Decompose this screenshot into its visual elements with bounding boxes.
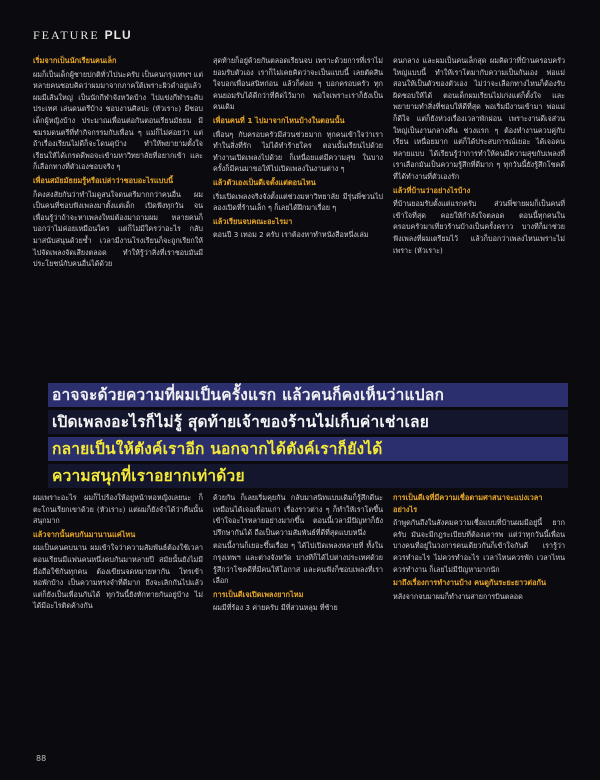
body-paragraph: หลังจากจบมาผมก็ทำงานสายการบินตลอด	[393, 591, 523, 601]
body-paragraph: ก็คงสงสัยกันว่าทำไมดูสนใจดนตรีมากกว่าคนอื่น ผมเป็นคนที่ชอบฟังเพลงมาตั้งแต่เด็ก เปิดฟังทุกวัน จนเพื่อนรู้ว่าถ้าจะหาเพลงใหม่ต้องมาถามผม หลายคนก็บอกว่าไม่ค่อยเหมือนใคร แต่ก็ไม่มีใครว่าอะไร กลับมาสนับสนุนด้วยซ้ำ เวลามีงานโรงเรียนก็จะถูกเรียกให้ไปจัดเพลงจัดเสียงตลอด ทำให้รู้ว่าสิ่งที่เราชอบมันมีประโยชน์กับคนอื่นได้ด้วย	[33, 189, 203, 269]
section-label: FEATURE	[33, 28, 100, 42]
subheading-question: เพื่อนสมัยมัธยมรู้หรือเปล่าว่าชอบอะไรแบบนี้	[33, 175, 174, 185]
article-column-1	[33, 55, 203, 272]
brand-label: PLU	[104, 28, 132, 42]
body-paragraph: คนกลาง และผมเป็นคนเล็กสุด ผมคิดว่าที่บ้านครอบครัวใหญ่แบบนี้ ทำให้เราโตมากับความเป็นกันเอง พ่อแม่สอนให้เป็นตัวของตัวเอง ไม่ว่าจะเลือกทางไหนก็ต้องรับผิดชอบให้ได้ ตอนเด็กผมเรียนไม่เก่งแต่ก็ตั้งใจ และพยายามทำสิ่งที่ชอบให้ดีที่สุด พอเริ่มมีงานเข้ามา พ่อแม่ก็ดีใจ แต่ก็ยังห่วงเรื่องเวลาพักผ่อน เพราะงานดีเจส่วนใหญ่เป็นงานกลางคืน ช่วงแรก ๆ ต้องทำงานควบคู่กับเรียน เหนื่อยมาก แต่ก็ได้ประสบการณ์เยอะ ได้เจอคนหลายแบบ ได้เรียนรู้ว่าการทำให้คนมีความสุขกับเพลงที่เราเลือกมันเป็นความรู้สึกที่ดีมาก ๆ ทุกวันนี้ยังรู้สึกโชคดีที่ได้ทำงานที่ตัวเองรัก	[393, 56, 565, 181]
pull-quote-line-1: อาจจะด้วยความที่ผมเป็นครั้งแรก แล้วคนก็คงเห็นว่าแปลก	[48, 383, 568, 407]
section-header	[33, 28, 132, 43]
pull-quote-line-4: ความสนุกที่เราอยากเท่าด้วย	[48, 464, 568, 488]
article-column-5	[213, 492, 383, 616]
article-column-3	[393, 55, 565, 258]
body-paragraph: เพื่อนๆ กับครอบครัวมีส่วนช่วยมาก ทุกคนเข้าใจว่าเราทำในสิ่งที่รัก ไม่ได้ทำร้ายใคร ตอนนั้นเรียนไปด้วย ทำงานเปิดเพลงไปด้วย ก็เหนื่อยแต่มีความสุข ในบางครั้งก็มีคนมาขอให้ไปเปิดเพลงในงานต่าง ๆ	[213, 129, 383, 174]
subheading-question: มาถึงเรื่องการทำงานบ้าง คนดูกันระยะยาวต่อกัน	[393, 578, 547, 588]
body-paragraph: ผมก็เป็นเด็กผู้ชายปกติทั่วไปนะครับ เป็นคนกรุงเทพฯ แต่หลายคนชอบคิดว่าผมมาจากภาคใต้เพราะผิวดำอยู่แล้ว ผมมีเส้นใหญ่ เป็นนักกีฬาจังหวัดบ้าง ไปแข่งกีฬาระดับประเทศ เล่นดนตรีบ้าง ชอบงานศิลปะ (หัวเราะ) มีชอบเด็กผู้หญิงบ้าง ประมาณเพื่อนต่อกันตอนเรียนมัธยม มีชมรมดนตรีที่ทำกิจกรรมกับเพื่อน ๆ แม่ก็ไม่ค่อยว่า แต่ถ้าเรื่องเรียนไม่ดีก็จะโดนดุบ้าง ทำให้พยายามตั้งใจเรียนให้ได้เกรดดีพอจะเข้ามหาวิทยาลัยที่อยากเข้า และก็เลือกทางที่ตัวเองชอบจริง ๆ	[33, 69, 203, 172]
body-paragraph: ผมมีที่ร้อง 3 ค่ายครับ มีที่สวนหลุม ที่ซ้าย	[213, 603, 338, 613]
subheading-question: แล้วตัวเองเป็นดีเจตั้งแต่ตอนไหน	[213, 177, 316, 187]
body-paragraph: ด้วยกัน ก็เลยเริ่มคุยกัน กลับมาสนิทแบบเดิมก็รู้สึกดีนะ เหมือนได้เจอเพื่อนเก่า เรื่องราวต่าง ๆ ก็ทำให้เราโตขึ้น เข้าใจอะไรหลายอย่างมากขึ้น ตอนนี้เวลามีปัญหาก็ยังปรึกษากันได้ ถือเป็นความสัมพันธ์ที่ดีที่สุดแบบหนึ่ง	[213, 493, 383, 537]
subheading-question: เริ่มจากเป็นนักเรียนคนเล็ก	[33, 56, 117, 65]
body-paragraph: เริ่มเปิดเพลงจริงจังตั้งแต่ช่วงมหาวิทยาลัย มีรุ่นพี่ชวนไปลองเปิดที่ร้านเล็ก ๆ ก็เลยได้ฝึกมาเรื่อย ๆ	[213, 191, 383, 213]
subheading-question: แล้วจากนั้นคบกันมานานแค่ไหน	[33, 529, 136, 539]
subheading-question: เพื่อนคนที่ 1 ไปมาจากไหนบ้างในตอนนั้น	[213, 115, 345, 125]
body-paragraph: ที่บ้านยอมรับตั้งแต่แรกครับ ส่วนพี่ชายผมก็เป็นคนที่เข้าใจที่สุด คอยให้กำลังใจตลอด ตอนนี้ทุกคนในครอบครัวมาเที่ยวร้านบ้างเป็นครั้งคราว บางทีก็มาช่วยฟังเพลงที่ผมเตรียมไว้ แล้วก็บอกว่าเพลงไหนเพราะไม่เพราะ (หัวเราะ)	[393, 199, 565, 255]
body-paragraph: ตอนปี 3 เทอม 2 ครับ เราต้องหาทำหนังสือหนึ่งเล่ม	[213, 230, 369, 240]
article-column-4	[33, 492, 203, 614]
pull-quote	[48, 383, 568, 491]
article-column-6	[393, 492, 565, 604]
pull-quote-line-3: กลายเป็นให้ตังค์เราอีก นอกจากได้ตังค์เราก็ยังได้	[48, 437, 568, 461]
subheading-question: การเป็นดีเจเปิดเพลงยากไหม	[213, 589, 304, 599]
body-paragraph: สุดท้ายก็อยู่ด้วยกันตลอดเรียนจบ เพราะด้วยการที่เราไม่ยอมรับตัวเอง เราก็ไม่เคยคิดว่าจะเป็นแบบนี้ เลยตัดสินใจบอกเพื่อนสนิทก่อน แล้วก็ค่อย ๆ บอกครอบครัว ทุกคนยอมรับได้ดีกว่าที่คิดไว้มาก พอใจเพราะเราก็ยังเป็นคนเดิม	[213, 56, 383, 112]
page-number: 88	[36, 754, 47, 763]
pull-quote-line-2: เปิดเพลงอะไรก็ไม่รู้ สุดท้ายเจ้าของร้านไม่เก็บค่าเช่าเลย	[48, 410, 568, 434]
body-paragraph: ถ้าพูดกันถึงในสังคมความเชื่อแบบที่บ้านผมมีอยู่นี้ ยากครับ มันจะมีกฎระเบียบที่ต้องเคารพ แต่ว่าทุกวันนี้เพื่อนบางคนที่อยู่ในวงการคนเดียวกันก็เข้าใจกันดี เรารู้ว่าควรทำอะไร ไม่ควรทำอะไร เวลาไหนควรพัก เวลาไหนควรทำงาน ก็เลยไม่มีปัญหามากนัก	[393, 518, 565, 574]
body-paragraph: ผมเป็นคนคบนาน ผมเข้าใจว่าความสัมพันธ์ต้องใช้เวลา ตอนเรียนมีแฟนคนหนึ่งคบกันมาหลายปี สมัยนั้นยังไม่มีมือถือใช้กันทุกคน ต้องเขียนจดหมายหากัน โทรเข้าหอพักบ้าง เป็นความทรงจำที่ดีมาก ถึงจะเลิกกันไปแล้วแต่ก็ยังเป็นเพื่อนกันได้ ทุกวันนี้ยังทักทายกันอยู่บ้าง ไม่ได้มีอะไรติดค้างกัน	[33, 543, 203, 611]
article-column-2	[213, 55, 383, 243]
body-paragraph: ตอนนี้งานก็เยอะขึ้นเรื่อย ๆ ได้ไปเปิดเพลงหลายที่ ทั้งในกรุงเทพฯ และต่างจังหวัด บางทีก็ได้ไปต่างประเทศด้วย รู้สึกว่าโชคดีที่มีคนให้โอกาส และคนฟังก็ชอบเพลงที่เราเลือก	[213, 541, 383, 586]
body-paragraph: ผมเพราะอะไร ผมก็ไปร้องให้อยู่หน้าหอหญิงเลยนะ ก็ตะโกนเรียกเขาด้วย (หัวเราะ) แต่ผมก็ยังจำได้ว่าคืนนั้นสนุกมาก	[33, 493, 203, 526]
subheading-question: แล้วเรียนจบคณะอะไรมา	[213, 216, 293, 226]
subheading-question: การเป็นดีเจที่มีความเชื่อตามศาสนาจะแบ่งเวลาอย่างไร	[393, 493, 543, 514]
subheading-question: แล้วที่บ้านว่าอย่างไรบ้าง	[393, 185, 471, 195]
